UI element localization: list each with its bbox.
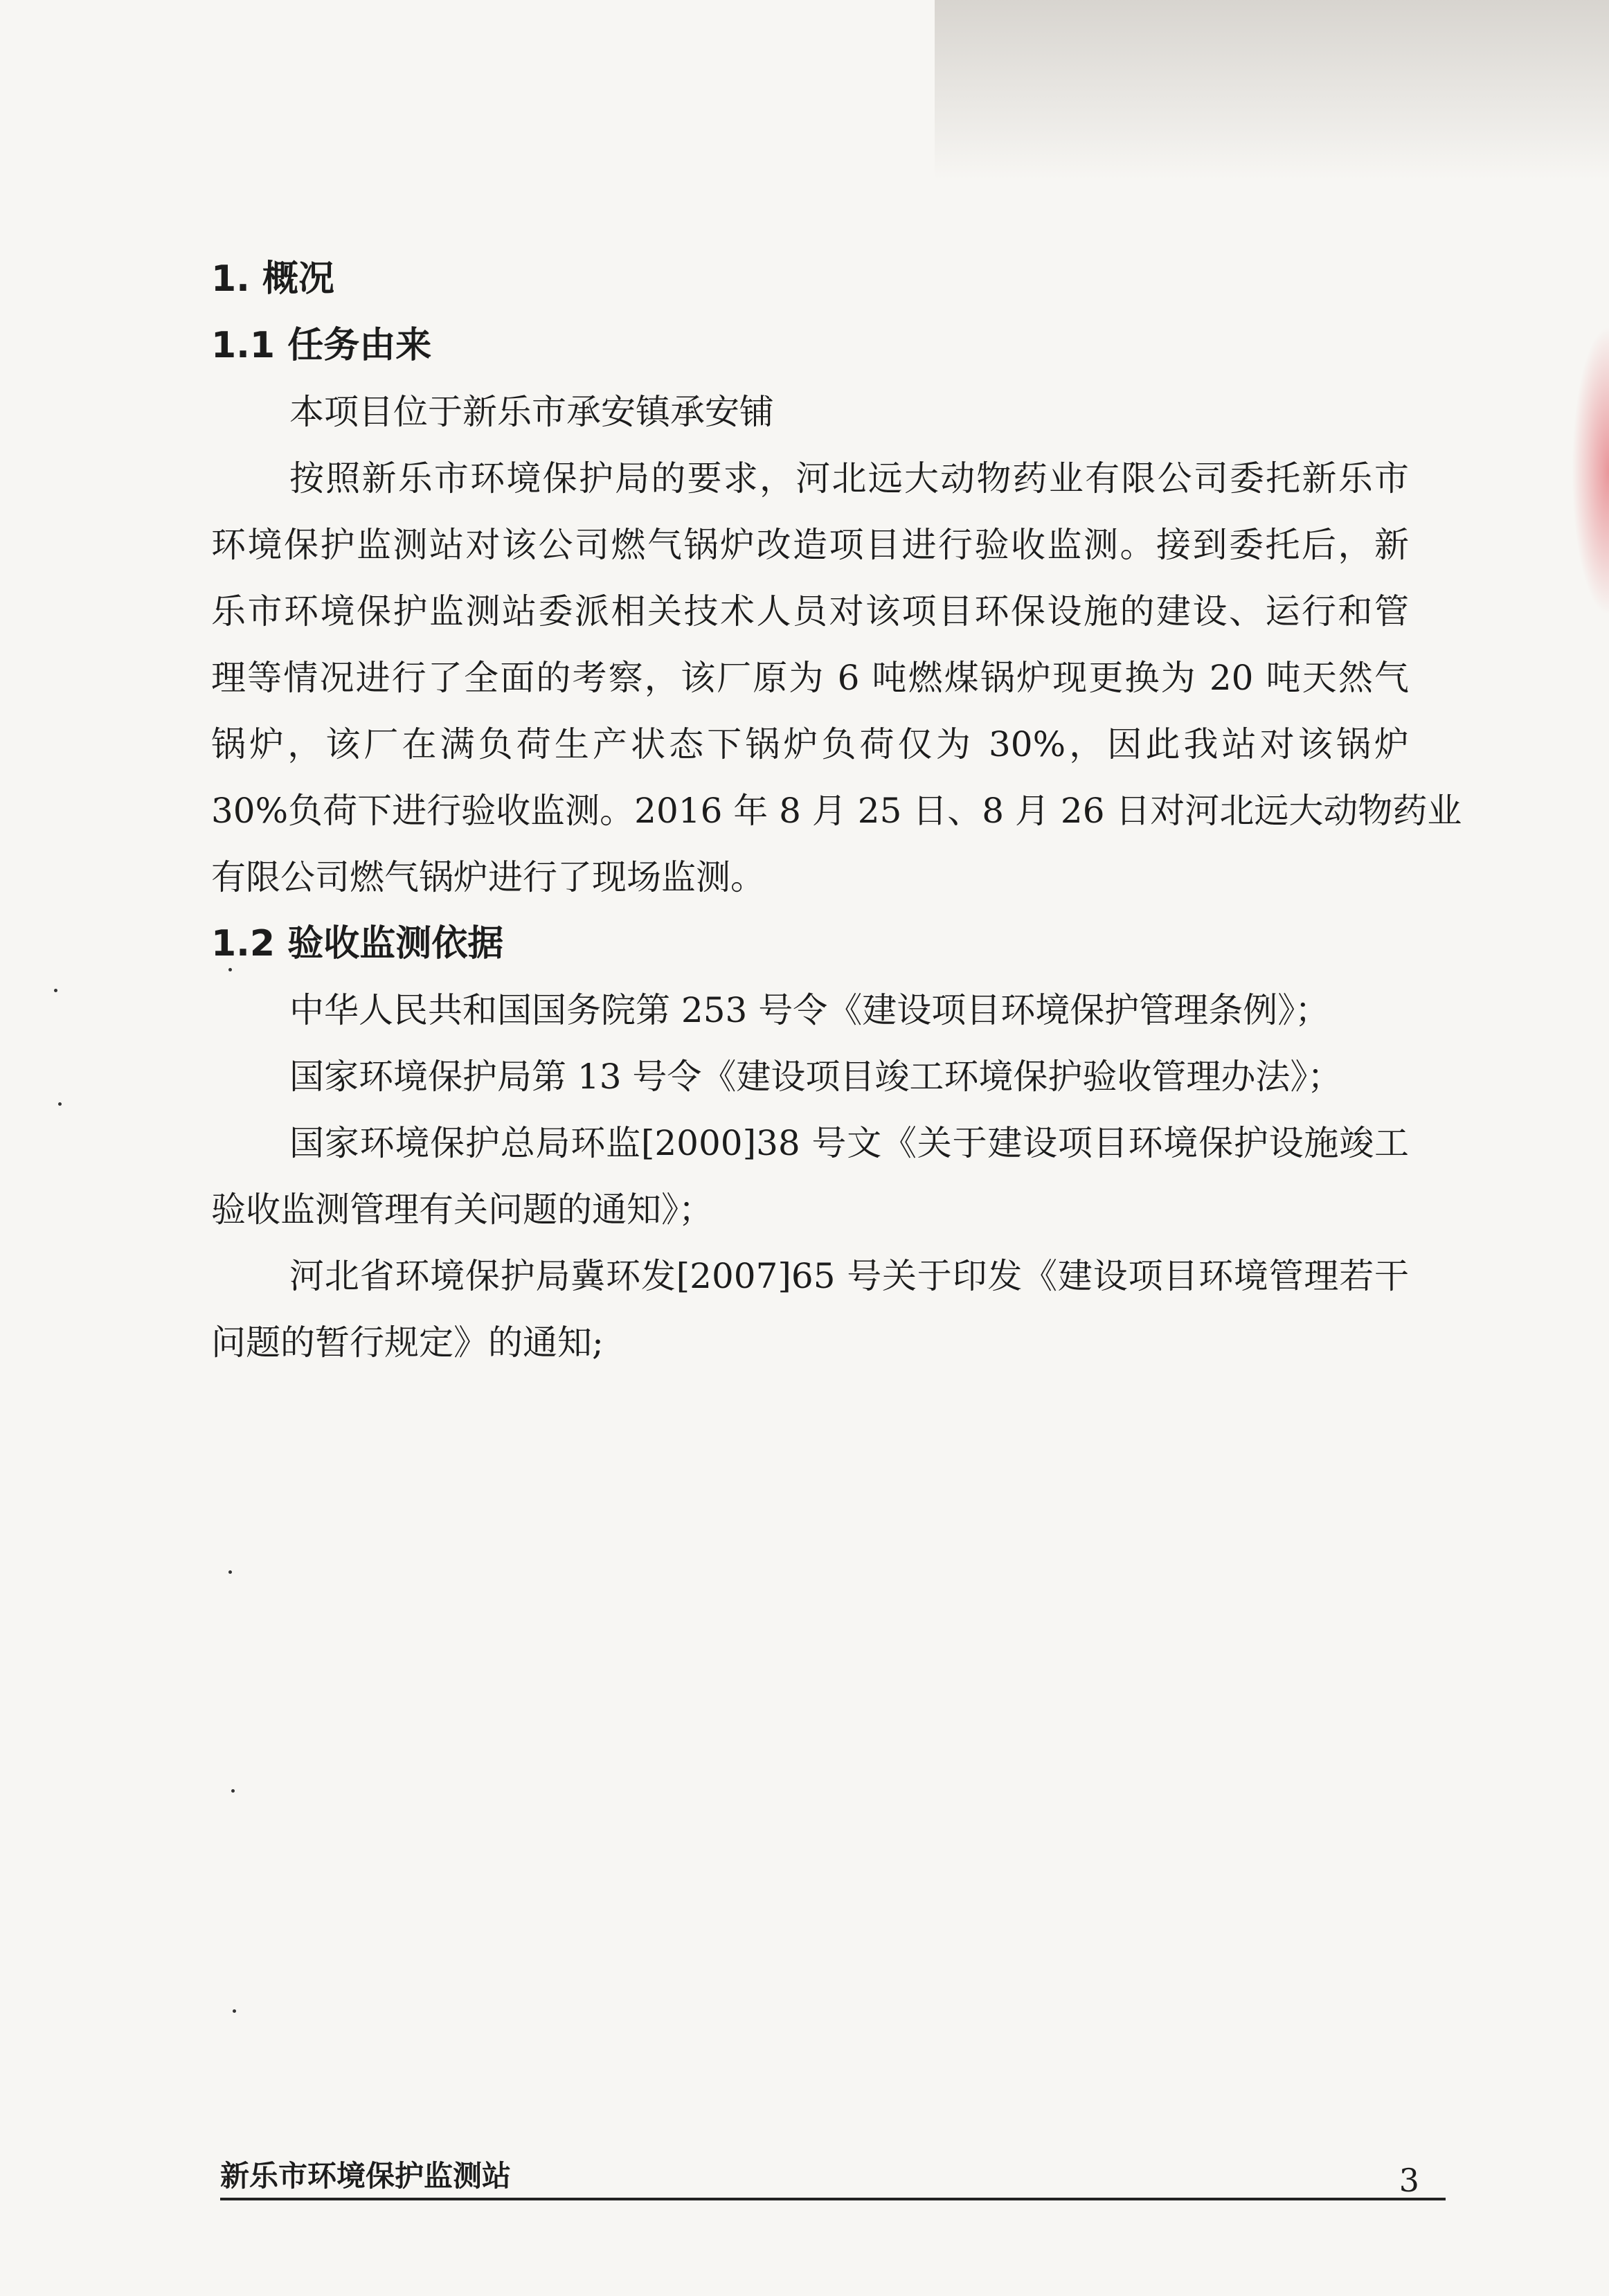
document-body	[211, 246, 1462, 1376]
page-footer	[220, 2149, 1446, 2200]
footer-organization: 新乐市环境保护监测站	[220, 2159, 512, 2193]
paragraph-line: 锅炉，该厂在满负荷生产状态下锅炉负荷仅为 30%，因此我站对该锅炉	[211, 724, 1409, 764]
scan-speck	[58, 1102, 62, 1106]
basis-item: 验收监测管理有关问题的通知》；	[211, 1190, 713, 1230]
paragraph-line: 30%负荷下进行验收监测。2016 年 8 月 25 日、8 月 26 日对河北远大动物药业	[211, 791, 1462, 831]
paragraph-line: 环境保护监测站对该公司燃气锅炉改造项目进行验收监测。接到委托后，新	[211, 525, 1409, 565]
paragraph-line: 按照新乐市环境保护局的要求，河北远大动物药业有限公司委托新乐市	[289, 458, 1409, 499]
basis-item: 国家环境保护局第 13 号令《建设项目竣工环境保护验收管理办法》；	[289, 1057, 1342, 1097]
paragraph-line: 理等情况进行了全面的考察，该厂原为 6 吨燃煤锅炉现更换为 20 吨天然气	[211, 658, 1409, 698]
page-number: 3	[1399, 2162, 1419, 2199]
scan-speck	[231, 1789, 235, 1793]
scan-speck	[54, 989, 57, 992]
section-1-heading: 1. 概况	[211, 258, 335, 300]
basis-item: 问题的暂行规定》的通知;	[211, 1322, 604, 1363]
paper-shadow	[935, 0, 1609, 180]
scan-speck	[228, 1570, 232, 1574]
basis-item: 中华人民共和国国务院第 253 号令《建设项目环境保护管理条例》；	[289, 990, 1330, 1030]
scan-speck	[228, 968, 232, 971]
paragraph-line: 有限公司燃气锅炉进行了现场监测。	[211, 857, 765, 897]
section-1-2-heading: 1.2 验收监测依据	[211, 923, 504, 965]
basis-item: 国家环境保护总局环监[2000]38 号文《关于建设项目环境保护设施竣工	[289, 1123, 1409, 1163]
scan-speck	[233, 2009, 236, 2013]
project-location: 本项目位于新乐市承安镇承安铺	[289, 392, 774, 432]
basis-item: 河北省环境保护局冀环发[2007]65 号关于印发《建设项目环境管理若干	[289, 1256, 1409, 1296]
red-stamp-edge	[1572, 325, 1609, 616]
section-1-1-heading: 1.1 任务由来	[211, 325, 432, 366]
paragraph-line: 乐市环境保护监测站委派相关技术人员对该项目环保设施的建设、运行和管	[211, 591, 1409, 631]
